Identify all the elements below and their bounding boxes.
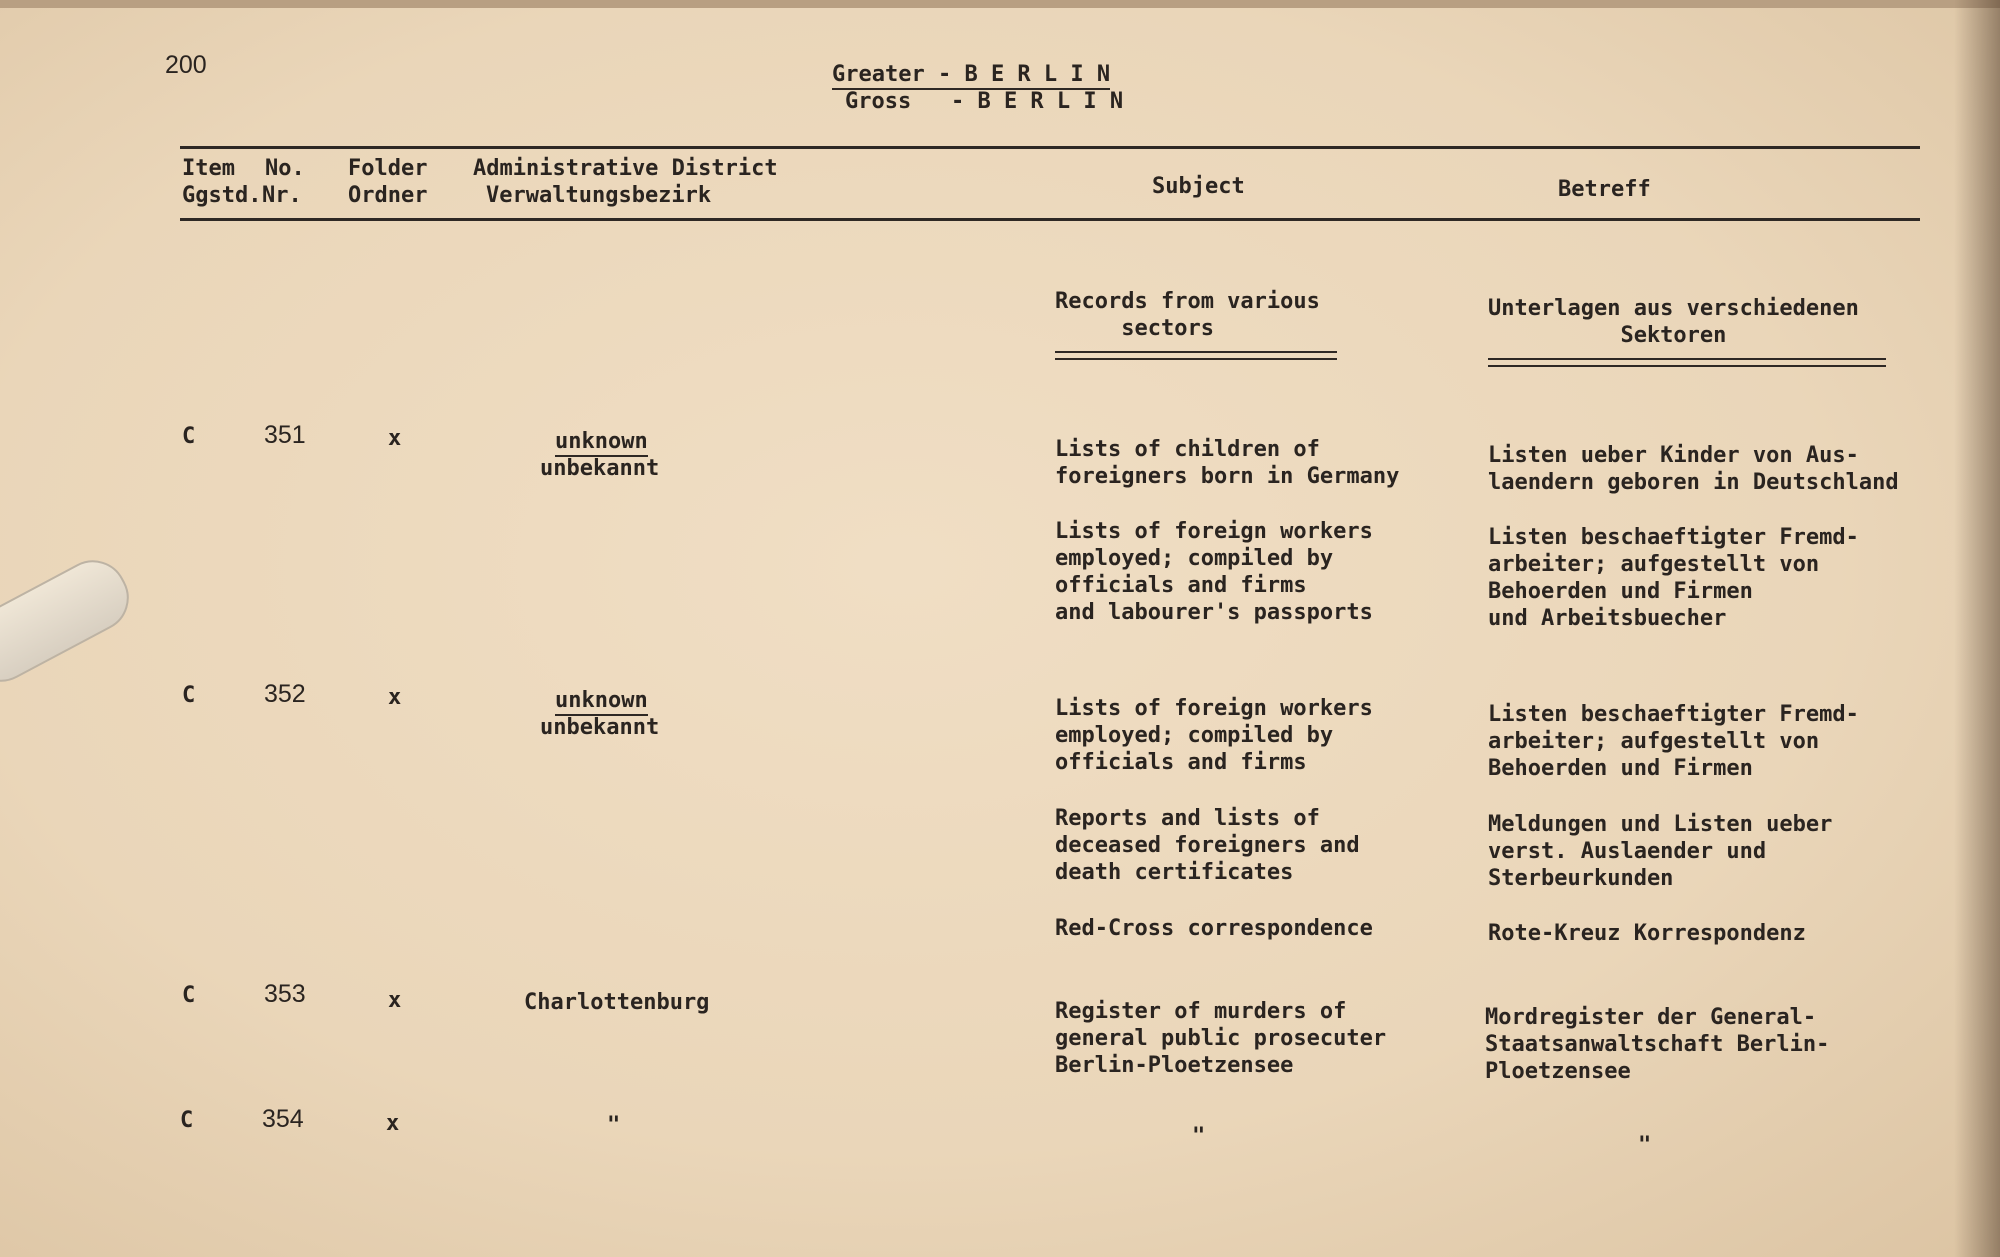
row-folder: x xyxy=(386,1111,400,1136)
page-top-edge xyxy=(0,0,2000,8)
section-subject: Records from various sectors xyxy=(1055,289,1320,341)
header-bottom-rule xyxy=(180,218,1920,221)
row-number: 353 xyxy=(264,980,306,1008)
row-number: 354 xyxy=(262,1105,304,1133)
header-betreff: Betreff xyxy=(1558,177,1651,202)
binding-shadow xyxy=(1954,0,2000,1257)
row-item: C xyxy=(182,424,196,449)
section-subject-underline xyxy=(1055,351,1337,360)
row-folder: x xyxy=(388,685,402,710)
row-district-de: unbekannt xyxy=(540,456,660,481)
row-district: Charlottenburg xyxy=(524,990,710,1015)
row-district-de: unbekannt xyxy=(540,715,660,740)
section-betreff: Unterlagen aus verschiedenen Sektoren xyxy=(1488,296,1859,348)
row-item: C xyxy=(182,683,196,708)
row-district-en: unknown xyxy=(555,428,648,457)
row-betreff: Meldungen und Listen ueber verst. Auslaender und Sterbeurkunden xyxy=(1488,812,1833,891)
title-german: Gross - B E R L I N xyxy=(845,89,1124,114)
row-betreff: Listen ueber Kinder von Aus- laendern geboren in Deutschland xyxy=(1488,443,1899,495)
row-folder: x xyxy=(388,988,402,1013)
row-betreff: Listen beschaeftigter Fremd- arbeiter; aufgestellt von Behoerden und Firmen und Arbeitsbuecher xyxy=(1488,525,1859,631)
row-district: " xyxy=(607,1113,621,1138)
row-subject: Reports and lists of deceased foreigners and death certificates xyxy=(1055,806,1360,885)
title-english: Greater - B E R L I N xyxy=(832,61,1110,90)
row-district-en: unknown xyxy=(555,687,648,716)
page-number: 200 xyxy=(165,51,207,79)
header-no-en: No. xyxy=(265,156,305,181)
row-subject: " xyxy=(1192,1124,1206,1149)
header-district-en: Administrative District xyxy=(473,156,778,181)
header-item-de: Ggstd. xyxy=(182,183,262,208)
row-item: C xyxy=(180,1108,194,1133)
row-betreff: Rote-Kreuz Korrespondenz xyxy=(1488,921,1806,946)
row-number: 351 xyxy=(264,421,306,449)
header-folder-en: Folder xyxy=(348,156,428,181)
row-number: 352 xyxy=(264,680,306,708)
row-subject: Register of murders of general public prosecuter Berlin-Ploetzensee xyxy=(1055,999,1387,1078)
header-subject: Subject xyxy=(1152,174,1245,199)
header-folder-de: Ordner xyxy=(348,183,428,208)
header-no-de: Nr. xyxy=(262,183,302,208)
row-subject: Lists of children of foreigners born in Germany xyxy=(1055,437,1400,489)
header-item-en: Item xyxy=(182,156,235,181)
row-betreff: Listen beschaeftigter Fremd- arbeiter; aufgestellt von Behoerden und Firmen xyxy=(1488,702,1859,781)
section-betreff-underline xyxy=(1488,358,1886,367)
row-item: C xyxy=(182,983,196,1008)
header-top-rule xyxy=(180,146,1920,149)
header-district-de: Verwaltungsbezirk xyxy=(486,183,712,208)
row-folder: x xyxy=(388,426,402,451)
row-subject: Lists of foreign workers employed; compiled by officials and firms and labourer's passports xyxy=(1055,519,1373,625)
row-betreff: " xyxy=(1638,1133,1652,1158)
row-betreff: Mordregister der General- Staatsanwaltschaft Berlin- Ploetzensee xyxy=(1485,1005,1830,1084)
row-subject: Lists of foreign workers employed; compiled by officials and firms xyxy=(1055,696,1373,775)
paper-clip xyxy=(0,548,141,693)
row-subject: Red-Cross correspondence xyxy=(1055,916,1373,941)
